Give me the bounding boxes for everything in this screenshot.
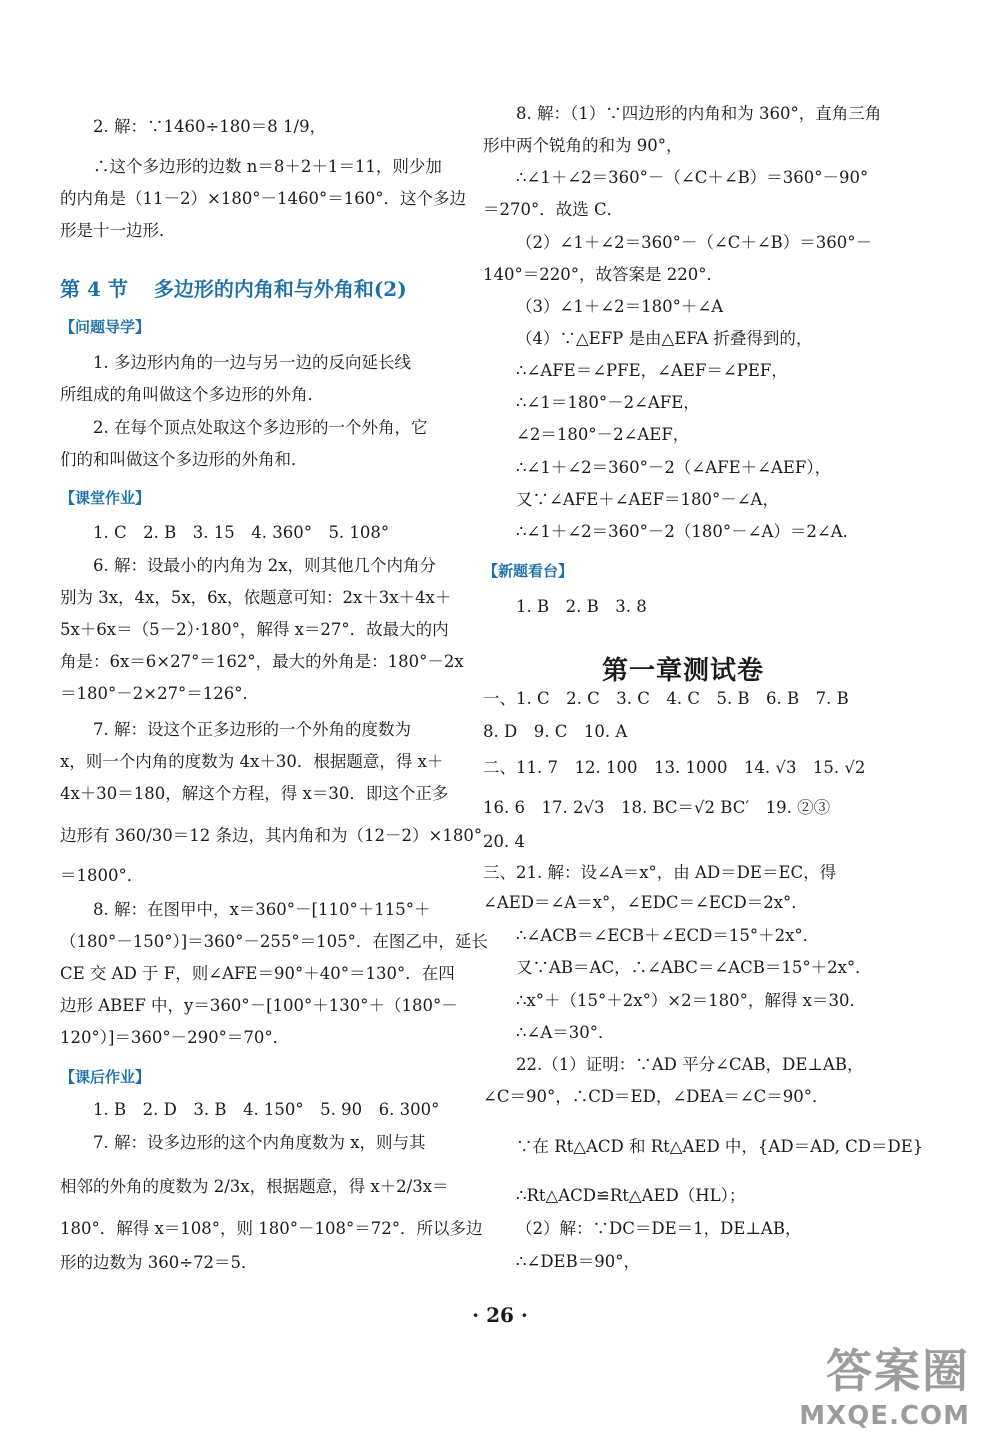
text-line: ∴∠1＝180°－2∠AFE， <box>516 393 700 412</box>
subsection-tag: 【课后作业】 <box>60 1068 151 1086</box>
text-line: ∠AED＝∠A＝x°，∠EDC＝∠ECD＝2x°． <box>483 893 808 912</box>
text-line: 6. 解：设最小的内角为 2x，则其他几个内角分 <box>93 556 437 575</box>
text-line: ＝180°－2×27°＝126°． <box>60 684 260 703</box>
text-line: 2. 在每个顶点处取这个多边形的一个外角，它 <box>93 418 428 437</box>
text-line: 形是十一边形． <box>60 221 176 240</box>
text-line: 边形有 360/30＝12 条边，其内角和为（12－2）×180° <box>60 826 483 845</box>
text-line: ∠C＝90°，∴CD＝ED，∠DEA＝∠C＝90°． <box>483 1087 829 1106</box>
text-line: 所组成的角叫做这个多边形的外角． <box>60 385 324 404</box>
text-line: 7. 解：设多边形的这个内角度数为 x，则与其 <box>93 1133 426 1152</box>
text-line: ∴∠A＝30°． <box>516 1023 615 1042</box>
text-line: 1. B 2. D 3. B 4. 150° 5. 90 6. 300° <box>93 1100 440 1119</box>
text-line: 二、11. 7 12. 100 13. 1000 14. √3 15. √2 <box>483 758 866 777</box>
text-line: 180°．解得 x＝108°，则 180°－108°＝72°．所以多边 <box>60 1219 483 1238</box>
text-line: ∴∠AFE＝∠PFE，∠AEF＝∠PEF， <box>516 361 788 380</box>
text-line: 7. 解：设这个正多边形的一个外角的度数为 <box>93 720 411 739</box>
text-line: ∴∠DEB＝90°， <box>516 1252 640 1271</box>
text-line: ∴∠ACB＝∠ECB＋∠ECD＝15°＋2x°． <box>516 926 820 945</box>
text-line: 三、21. 解：设∠A＝x°，由 AD＝DE＝EC，得 <box>483 863 837 882</box>
text-line: 角是：6x＝6×27°＝162°，最大的外角是：180°－2x <box>60 652 464 671</box>
text-line: ∵在 Rt△ACD 和 Rt△AED 中，{AD＝AD, CD＝DE} <box>516 1137 924 1156</box>
text-line: 4x＋30＝180，解这个方程，得 x＝30．即这个正多 <box>60 784 449 803</box>
text-line: 8. D 9. C 10. A <box>483 722 628 741</box>
text-line: 形中两个锐角的和为 90°， <box>483 136 683 155</box>
text-line: 22.（1）证明：∵AD 平分∠CAB，DE⊥AB， <box>516 1055 864 1074</box>
text-line: 又∵∠AFE＋∠AEF＝180°－∠A， <box>516 490 779 509</box>
text-line: （2）解：∵DC＝DE＝1，DE⊥AB， <box>516 1219 802 1238</box>
text-line: （3）∠1＋∠2＝180°＋∠A <box>516 297 724 316</box>
watermark-logo: 答案圈 <box>826 1344 970 1398</box>
text-line: 形的边数为 360÷72＝5． <box>60 1253 258 1272</box>
text-line: x，则一个内角的度数为 4x＋30．根据题意，得 x＋ <box>60 752 444 771</box>
text-line: 1. B 2. B 3. 8 <box>516 597 647 616</box>
text-line: ＝1800°． <box>60 866 144 885</box>
text-line: 2. 解：∵1460÷180＝8 1/9， <box>93 117 327 136</box>
text-line: ＝270°．故选 C． <box>483 200 624 219</box>
text-line: 1. 多边形内角的一边与另一边的反向延长线 <box>93 353 411 372</box>
text-line: 别为 3x，4x，5x，6x，依题意可知：2x＋3x＋4x＋ <box>60 588 452 607</box>
text-line: 5x＋6x＝（5－2）·180°，解得 x＝27°．故最大的内 <box>60 620 449 639</box>
text-line: 们的和叫做这个多边形的外角和． <box>60 450 308 469</box>
text-line: 8. 解：（1）∵四边形的内角和为 360°，直角三角 <box>516 104 882 123</box>
text-line: 20. 4 <box>483 832 525 851</box>
section-number: 第 4 节 <box>60 277 128 301</box>
text-line: CE 交 AD 于 F，则∠AFE＝90°＋40°＝130°．在四 <box>60 964 455 983</box>
text-line: （2）∠1＋∠2＝360°－（∠C＋∠B）＝360°－ <box>516 233 873 252</box>
text-line: 边形 ABEF 中，y＝360°－[100°＋130°＋（180°－ <box>60 996 458 1015</box>
text-line: 又∵AB＝AC，∴∠ABC＝∠ACB＝15°＋2x°． <box>516 958 872 977</box>
subsection-tag: 【问题导学】 <box>60 318 151 336</box>
watermark <box>799 1335 970 1431</box>
chapter-title: 第一章测试卷 <box>601 656 764 686</box>
text-line: 16. 6 17. 2√3 18. BC＝√2 BC′ 19. ②③ <box>483 798 831 817</box>
subsection-tag: 【新题看台】 <box>483 562 574 580</box>
text-line: ∴x°＋（15°＋2x°）×2＝180°，解得 x＝30． <box>516 991 866 1010</box>
page-number: · 26 · <box>472 1303 528 1327</box>
text-line: ∴∠1＋∠2＝360°－2（∠AFE＋∠AEF）， <box>516 458 832 477</box>
text-line: 相邻的外角的度数为 2/3x，根据题意，得 x＋2/3x＝ <box>60 1177 449 1196</box>
section-title: 多边形的内角和与外角和(2) <box>153 277 407 301</box>
text-line: ∠2＝180°－2∠AEF， <box>516 425 690 444</box>
text-line: 8. 解：在图甲中，x＝360°－[110°＋115°＋ <box>93 900 431 919</box>
subsection-tag: 【课堂作业】 <box>60 489 151 507</box>
text-line: ∴这个多边形的边数 n＝8＋2＋1＝11，则少加 <box>93 157 442 176</box>
text-line: 一、1. C 2. C 3. C 4. C 5. B 6. B 7. B <box>483 689 849 708</box>
text-line: （180°－150°）]＝360°－255°＝105°．在图乙中，延长 <box>60 932 488 951</box>
text-line: ∴∠1＋∠2＝360°－（∠C＋∠B）＝360°－90° <box>516 168 869 187</box>
text-line: （4）∵△EFP 是由△EFA 折叠得到的， <box>516 329 813 348</box>
text-line: ∴Rt△ACD≌Rt△AED（HL）； <box>516 1186 746 1205</box>
text-line: 1. C 2. B 3. 15 4. 360° 5. 108° <box>93 523 390 542</box>
watermark-url: MXQE.COM <box>799 1401 970 1431</box>
text-line: 120°）]＝360°－290°＝70°． <box>60 1028 290 1047</box>
section-heading <box>60 278 407 300</box>
text-line: 的内角是（11－2）×180°－1460°＝160°．这个多边 <box>60 189 467 208</box>
text-line: 140°＝220°，故答案是 220°． <box>483 265 723 284</box>
text-line: ∴∠1＋∠2＝360°－2（180°－∠A）＝2∠A． <box>516 522 860 541</box>
